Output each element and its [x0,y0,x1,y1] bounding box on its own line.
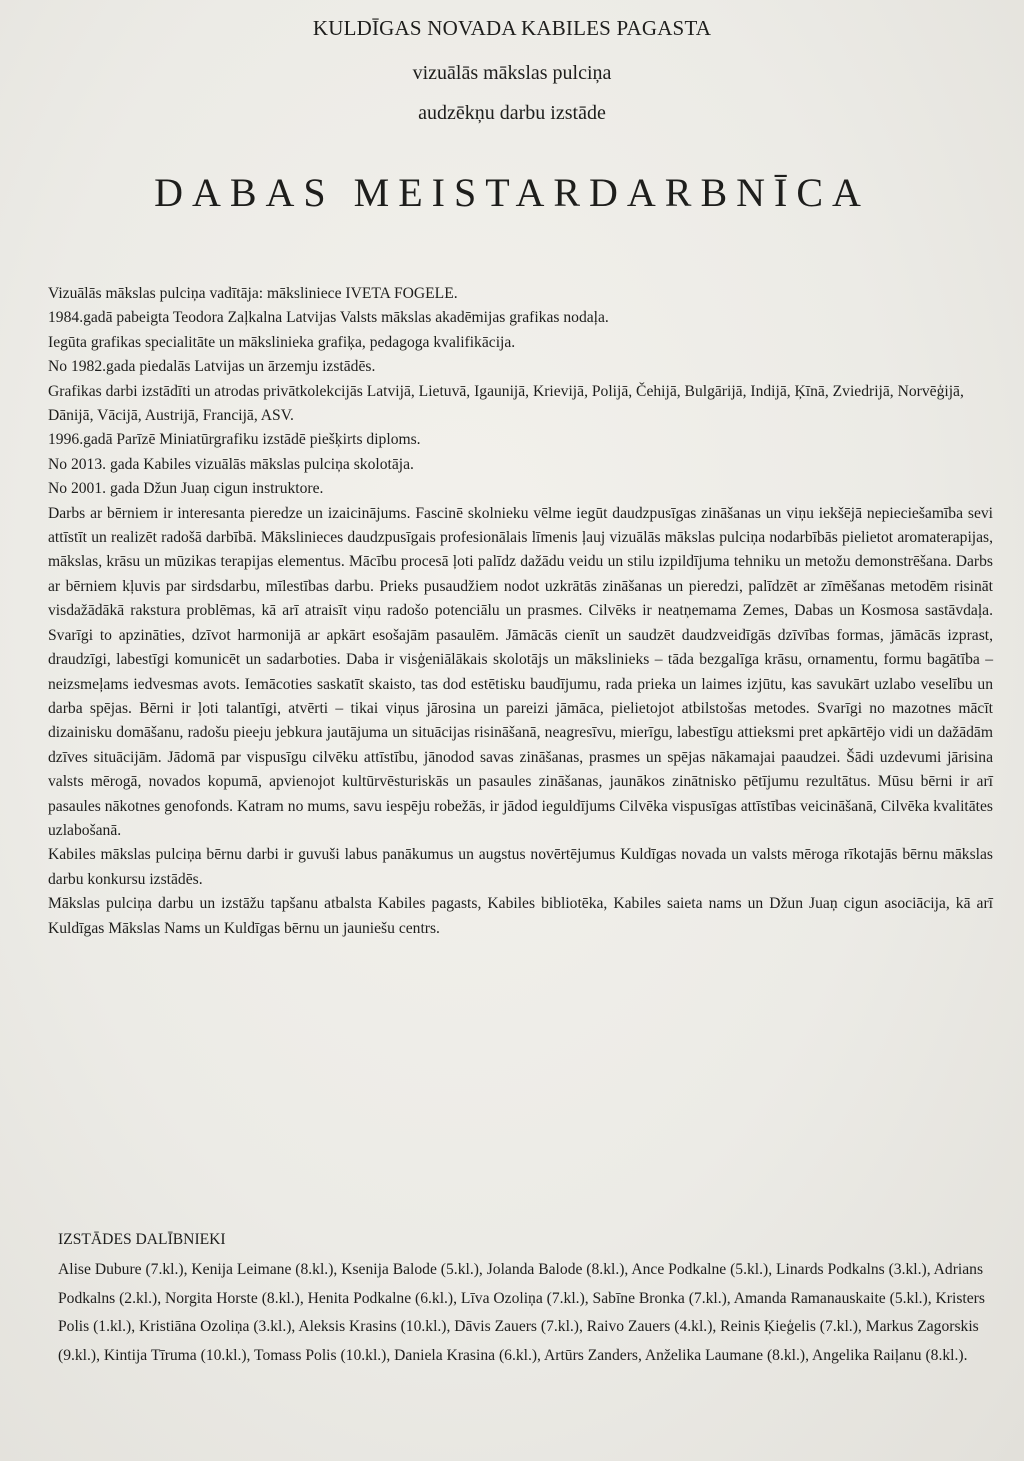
participants-section [58,1228,993,1370]
bio-line: 1996.gadā Parīzē Miniatūrgrafiku izstādē piešķirts diploms. [48,431,421,449]
participants-list: Alise Dubure (7.kl.), Kenija Leimane (8.kl.), Ksenija Balode (5.kl.), Jolanda Balode (8.kl.), Ance Podkalne (5.kl.), Linards Podkalns (3.kl.), Adrians Podkalns (2.kl.), Norgita Horste (8.kl.), Henita Podkalne (6.kl.), Līva Ozoliņa (7.kl.), Sabīne Bronka (7.kl.), Amanda Ramanauskaite (5.kl.), Kristers Polis (1.kl.), Kristiāna Ozoliņa (3.kl.), Aleksis Krasins (10.kl.), Dāvis Zauers (7.kl.), Raivo Zauers (4.kl.), Reinis Ķieģelis (7.kl.), Markus Zagorskis (9.kl.), Kintija Tīruma (10.kl.), Tomass Polis (10.kl.), Daniela Krasina (6.kl.), Artūrs Zanders, Anželika Laumane (8.kl.), Angelika Raiļanu (8.kl.). [58,1261,985,1364]
teacher-bio [48,282,993,502]
bio-line: No 1982.gada piedalās Latvijas un ārzemju izstādēs. [48,358,376,376]
bio-line: Vizuālās mākslas pulciņa vadītāja: māksliniece IVETA FOGELE. [48,285,458,302]
essay-paragraph: Darbs ar bērniem ir interesanta pieredze un izaicinājums. Fascinē skolnieku vēlme iegūt daudzpusīgas zināšanas un viņu iekšējā nepieciešamība sevi attīstīt un realizēt radošā darbībā. Mākslinieces daudzpusīgais profesionālais līmenis ļauj vizuālās mākslas pulciņa nodarbībās pielietot aromaterapijas, mākslas, krāsu un mūzikas terapijas elementus. Mācību procesā ļoti palīdz dažādu veidu un stilu izpildījuma tehniku un metožu demonstrēšana. Darbs ar bērniem kļuvis par sirdsdarbu, mīlestības darbu. Prieks pusaudžiem nodot uzkrātās zināšanas un pieredzi, palīdzēt ar zīmēšanas metodēm risināt visdažādākā rakstura problēmas, kā arī atraisīt viņu radošo potenciālu un prasmes. Cilvēks ir neatņemama Zemes, Dabas un Kosmosa sastāvdaļa. Svarīgi to apzināties, dzīvot harmonijā ar apkārt esošajām pasaulēm. Jāmācās cienīt un saudzēt daudzveidīgās dzīvības formas, jāmācās izprast, draudzīgi, labestīgi komunicēt un sadarboties. Daba ir visģeniālākais skolotājs un mākslinieks – tāda bezgalīga krāsu, ornamentu, formu bagātība – neizsmeļams iedvesmas avots. Iemācoties saskatīt skaisto, tas dod estētisku baudījumu, rada prieka un laimes izjūtu, kas savukārt uzlabo veselību un darba spējas. Bērni ir ļoti talantīgi, atvērti – tikai viņus jārosina un pareizi jāmāca, pielietojot atbilstošas metodes. Svarīgi no mazotnes mācīt dizainisku domāšanu, radošu pieeju jebkura jautājuma un situācijas risināšanā, neagresīvu, mierīgu, labestīgu attieksmi pret apkārtējo vidi un dažādām dzīves situācijām. Jādomā par vispusīgu cilvēku attīstību, jānodod savas zināšanas, prasmes un spējas nākamajai paaudzei. Šādi uzdevumi jārisina valsts mērogā, novados kopumā, apvienojot kultūrvēsturiskās un pasaules zināšanas, jaunākos zinātnisko pētījumu rezultātus. Mūsu bērni ir arī pasaules nākotnes genofonds. Katram no mums, savu iespēju robežās, ir jādod ieguldījums Cilvēka vispusīgas attīstības veicināšanā, Cilvēka kvalitātes uzlabošanā. [48,504,993,839]
achievements-paragraph: Kabiles mākslas pulciņa bērnu darbi ir guvuši labus panākumus un augstus novērtējumus Kuldīgas novada un valsts mēroga rīkotajās bērnu mākslas darbu konkursu izstādēs. [48,846,993,888]
exhibition-subheading: audzēkņu darbu izstāde [418,102,606,124]
poster-header [0,14,1024,216]
exhibition-title: DABAS MEISTARDARBNĪCA [154,170,870,215]
bio-line: Grafikas darbi izstādīti un atrodas privātkolekcijās Latvijā, Lietuvā, Igaunijā, Krievijā, Polijā, Čehijā, Bulgārijā, Indijā, Ķīnā, Zviedrijā, Norvēģijā, Dānijā, Vācijā, Austrijā, Francijā, ASV. [48,382,964,425]
bio-line: No 2013. gada Kabiles vizuālās mākslas pulciņa skolotāja. [48,455,414,473]
main-text [48,282,993,941]
organization-heading: KULDĪGAS NOVADA KABILES PAGASTA [312,16,712,40]
support-paragraph: Mākslas pulciņa darbu un izstāžu tapšanu atbalsta Kabiles pagasts, Kabiles bibliotēka, Kabiles saieta nams un Džun Juaņ cigun asociācija, kā arī Kuldīgas Mākslas Nams un Kuldīgas bērnu un jauniešu centrs. [48,895,993,937]
club-subheading: vizuālās mākslas pulciņa [412,62,612,84]
bio-line: Iegūta grafikas specialitāte un mākslinieka grafiķa, pedagoga kvalifikācija. [48,333,516,351]
bio-line: No 2001. gada Džun Juaņ cigun instruktore. [48,480,324,498]
bio-line: 1984.gadā pabeigta Teodora Zaļkalna Latvijas Valsts mākslas akadēmijas grafikas nodaļa. [48,309,609,327]
participants-heading: IZSTĀDES DALĪBNIEKI [58,1231,226,1248]
